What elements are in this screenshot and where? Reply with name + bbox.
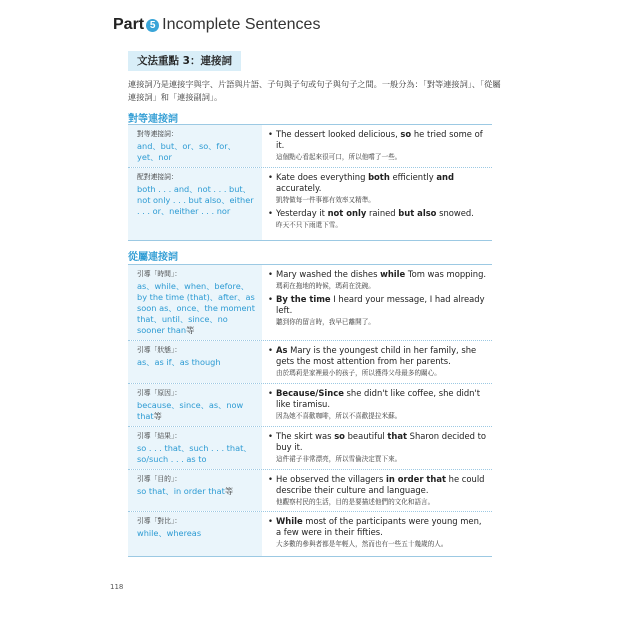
- conjunction-words: so . . . that、such . . . that、so/such . . . as to: [137, 443, 252, 464]
- table-row: [128, 341, 492, 384]
- example-english: [276, 388, 488, 410]
- sentence-text: I heard your message, I had already left.: [276, 294, 485, 315]
- sentence-text: Mary is the youngest child in her family, she gets the most attention from her parents.: [276, 345, 477, 366]
- conjunction-words: while、whereas: [137, 528, 202, 538]
- part-number-badge: 5: [146, 19, 159, 32]
- highlighted-conjunction: so: [400, 129, 412, 139]
- bullet-icon: •: [268, 431, 273, 441]
- sentence-text: efficiently: [389, 172, 437, 182]
- conjunction-suffix: 等: [153, 411, 162, 421]
- example-item: [268, 294, 488, 327]
- bullet-icon: •: [268, 269, 273, 279]
- sentence-text: The dessert looked delicious,: [276, 129, 401, 139]
- example-translation: 由於瑪莉是家裡最小的孩子，所以獲得父母最多的關心。: [276, 369, 441, 377]
- conjunction-cell: [128, 470, 262, 511]
- category-label: 對等連接詞：: [137, 130, 178, 138]
- sentence-text: she didn't like coffee, she didn't like tiramisu.: [276, 388, 481, 409]
- conjunction-suffix: 等: [224, 486, 234, 496]
- conjunction-list: [137, 400, 256, 422]
- conjunction-cell: [128, 427, 262, 469]
- bullet-icon: •: [268, 172, 273, 182]
- subordinating-conjunction-table: [128, 264, 492, 557]
- example-english: [276, 129, 488, 151]
- highlighted-conjunction: in order that: [386, 474, 446, 484]
- highlighted-conjunction: By the time: [276, 294, 331, 304]
- sentence-text: Sharon decided to buy it.: [276, 431, 487, 452]
- example-translation: 他觀察村民的生活，目的是要描述他們的文化和語言。: [276, 498, 435, 506]
- example-english: [276, 172, 488, 194]
- bullet-icon: •: [268, 208, 273, 218]
- conjunction-suffix: 等: [186, 325, 195, 335]
- bullet-icon: •: [268, 474, 273, 484]
- conjunction-list: [137, 443, 256, 465]
- example-item: [268, 474, 488, 507]
- example-translation: 昨天不只下雨還下雪。: [276, 221, 342, 229]
- grammar-point-heading: 文法重點 3：連接詞: [128, 51, 241, 71]
- sentence-text: Kate does everything: [276, 172, 369, 182]
- example-translation: 聽到你的留言時，我早已離開了。: [276, 318, 375, 326]
- example-english: [276, 431, 488, 453]
- bullet-icon: •: [268, 129, 273, 139]
- sentence-text: Mary washed the dishes: [276, 269, 381, 279]
- example-cell: [262, 384, 492, 426]
- conjunction-cell: [128, 512, 262, 556]
- conjunction-words: so that、in order that: [137, 486, 225, 496]
- highlighted-conjunction: while: [380, 269, 406, 279]
- example-item: [268, 269, 488, 291]
- example-cell: [262, 265, 492, 340]
- example-cell: [262, 427, 492, 469]
- highlighted-conjunction: While: [276, 516, 303, 526]
- highlighted-conjunction: but also: [398, 208, 437, 218]
- conjunction-list: [137, 184, 256, 217]
- intro-paragraph: 連接詞乃是連接字與字、片語與片語、子句與子句或句子與句子之間。一般分為：「對等連接詞」、「從屬連接詞」和「連接副詞」。: [128, 79, 501, 102]
- part-label: Part: [113, 16, 145, 33]
- conjunction-words: as、as if、as though: [137, 357, 221, 367]
- sentence-text: he tried some of it.: [276, 129, 483, 150]
- bullet-icon: •: [268, 388, 273, 398]
- example-english: [276, 208, 474, 219]
- section-title-coordinating: 對等連接詞: [128, 114, 178, 125]
- category-label: 引導「目的」：: [137, 475, 182, 483]
- sentence-text: he could describe their culture and language.: [276, 474, 485, 495]
- conjunction-list: [137, 357, 256, 368]
- table-row: [128, 427, 492, 470]
- sentence-text: He observed the villagers: [276, 474, 387, 484]
- category-label: 引導「結果」：: [137, 432, 182, 440]
- highlighted-conjunction: and: [436, 172, 454, 182]
- example-english: [276, 269, 486, 280]
- example-translation: 這件裙子非常漂亮，所以雪倫決定買下來。: [276, 455, 402, 463]
- example-translation: 這個點心看起來很可口，所以他嚐了一些。: [276, 153, 402, 161]
- example-item: [268, 388, 488, 421]
- sentence-text: The skirt was: [276, 431, 335, 441]
- sentence-text: beautiful: [344, 431, 388, 441]
- sentence-text: Yesterday it: [276, 208, 328, 218]
- example-english: [276, 294, 488, 316]
- category-label: 引導「狀態」：: [137, 346, 182, 354]
- example-translation: 大多數的參與者都是年輕人，然而也有一些五十幾歲的人。: [276, 540, 448, 548]
- example-cell: [262, 341, 492, 383]
- example-item: [268, 172, 488, 205]
- example-item: [268, 208, 488, 230]
- conjunction-words: because、since、as、now that: [137, 400, 244, 421]
- conjunction-words: and、but、or、so、for、yet、nor: [137, 141, 236, 162]
- bullet-icon: •: [268, 294, 273, 304]
- conjunction-cell: [128, 168, 262, 240]
- example-item: [268, 345, 488, 378]
- example-item: [268, 431, 488, 464]
- page-title: Incomplete Sentences: [162, 16, 321, 33]
- conjunction-list: [137, 141, 256, 163]
- example-translation: 凱特做每一件事都有效率又精準。: [276, 196, 375, 204]
- highlighted-conjunction: Because/Since: [276, 388, 344, 398]
- table-row: [128, 470, 492, 512]
- sentence-text: Tom was mopping.: [405, 269, 487, 279]
- conjunction-list: [137, 528, 256, 539]
- page-header: [113, 16, 320, 34]
- section-title-subordinating: 從屬連接詞: [128, 252, 178, 263]
- example-english: [276, 516, 488, 538]
- conjunction-cell: [128, 384, 262, 426]
- category-label: 引導「對比」：: [137, 517, 182, 525]
- conjunction-cell: [128, 125, 262, 167]
- example-cell: [262, 512, 492, 556]
- example-item: [268, 129, 488, 162]
- example-cell: [262, 470, 492, 511]
- page-number: 118: [110, 583, 124, 591]
- highlighted-conjunction: both: [368, 172, 390, 182]
- conjunction-list: [137, 486, 256, 497]
- highlighted-conjunction: not only: [327, 208, 367, 218]
- example-item: [268, 516, 488, 549]
- highlighted-conjunction: that: [387, 431, 407, 441]
- table-row: [128, 168, 492, 240]
- example-translation: 瑪莉在拖地的時候，瑪莉在洗碗。: [276, 282, 375, 290]
- table-row: [128, 265, 492, 341]
- highlighted-conjunction: As: [276, 345, 288, 355]
- table-row: [128, 384, 492, 427]
- highlighted-conjunction: so: [334, 431, 345, 441]
- bullet-icon: •: [268, 516, 273, 526]
- conjunction-cell: [128, 265, 262, 340]
- coordinating-conjunction-table: [128, 124, 492, 241]
- category-label: 引導「原因」：: [137, 389, 182, 397]
- table-row: [128, 125, 492, 168]
- example-translation: 因為她不喜歡咖啡，所以不喜歡提拉米蘇。: [276, 412, 402, 420]
- example-cell: [262, 168, 492, 240]
- sentence-text: rained: [366, 208, 399, 218]
- sentence-text: snowed.: [436, 208, 474, 218]
- sentence-text: most of the participants were young men, a few were in their fifties.: [276, 516, 482, 537]
- table-row: [128, 512, 492, 556]
- conjunction-cell: [128, 341, 262, 383]
- bullet-icon: •: [268, 345, 273, 355]
- category-label: 配對連接詞：: [137, 173, 178, 181]
- conjunction-list: [137, 281, 256, 336]
- example-english: [276, 345, 488, 367]
- conjunction-words: both . . . and、not . . . but、not only . . . but also、either . . . or、neither . . . nor: [137, 184, 254, 216]
- sentence-text: accurately.: [276, 183, 322, 193]
- conjunction-words: as、while、when、before、by the time (that)、after、as soon as、once、the moment that、until、since、no sooner than: [137, 281, 255, 335]
- example-cell: [262, 125, 492, 167]
- category-label: 引導「時間」：: [137, 270, 182, 278]
- example-english: [276, 474, 488, 496]
